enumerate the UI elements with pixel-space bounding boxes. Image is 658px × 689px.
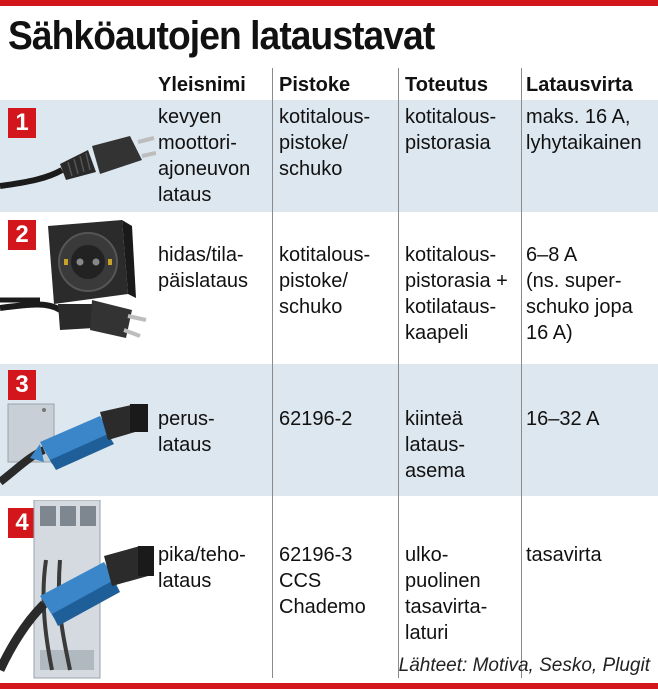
row-1-name: kevyen moottori- ajoneuvon lataus: [158, 106, 251, 206]
row-4-plug: 62196-3 CCS Chademo: [279, 544, 366, 618]
column-divider: [521, 68, 522, 678]
source-credit: Lähteet: Motiva, Sesko, Plugit: [398, 655, 650, 676]
row-1-implementation: kotitalous- pistorasia: [405, 106, 497, 154]
row-3-plug: 62196-2: [279, 408, 353, 430]
row-4-current: tasavirta: [526, 544, 602, 566]
row-3-name: perus- lataus: [158, 408, 215, 456]
dc-fast-charger-connector-icon: [0, 500, 156, 680]
row-2-plug: kotitalous- pistoke/ schuko: [279, 244, 371, 318]
row-2-implementation: kotitalous- pistorasia + kotilataus- kaapeli: [405, 244, 508, 344]
row-2-name: hidas/tila- päislataus: [158, 244, 249, 292]
row-1-current: maks. 16 A, lyhytaikainen: [526, 106, 642, 154]
row-number-badge: 3: [8, 370, 36, 400]
row-3-current: 16–32 A: [526, 408, 600, 430]
schuko-plug-icon: [0, 120, 156, 200]
row-1-plug: kotitalous- pistoke/ schuko: [279, 106, 371, 180]
column-divider: [272, 68, 273, 678]
top-accent-bar: [0, 0, 658, 6]
row-number-badge: 4: [8, 508, 36, 538]
row-2-current: 6–8 A (ns. super- schuko jopa 16 A): [526, 244, 633, 344]
row-number-badge: 1: [8, 108, 36, 138]
row-number-badge: 2: [8, 220, 36, 250]
schuko-socket-and-plug-icon: [0, 212, 156, 362]
bottom-accent-bar: [0, 683, 658, 689]
page-title: Sähköautojen lataustavat: [8, 14, 435, 58]
row-4-name: pika/teho- lataus: [158, 544, 246, 592]
row-4-implementation: ulko- puolinen tasavirta- laturi: [405, 544, 488, 644]
header-implementation: Toteutus: [405, 74, 488, 96]
column-divider: [398, 68, 399, 678]
header-name: Yleisnimi: [158, 74, 246, 96]
type2-charging-connector-icon: [0, 364, 156, 496]
header-current: Latausvirta: [526, 74, 633, 96]
header-plug: Pistoke: [279, 74, 351, 96]
row-3-implementation: kiinteä lataus- asema: [405, 408, 466, 482]
